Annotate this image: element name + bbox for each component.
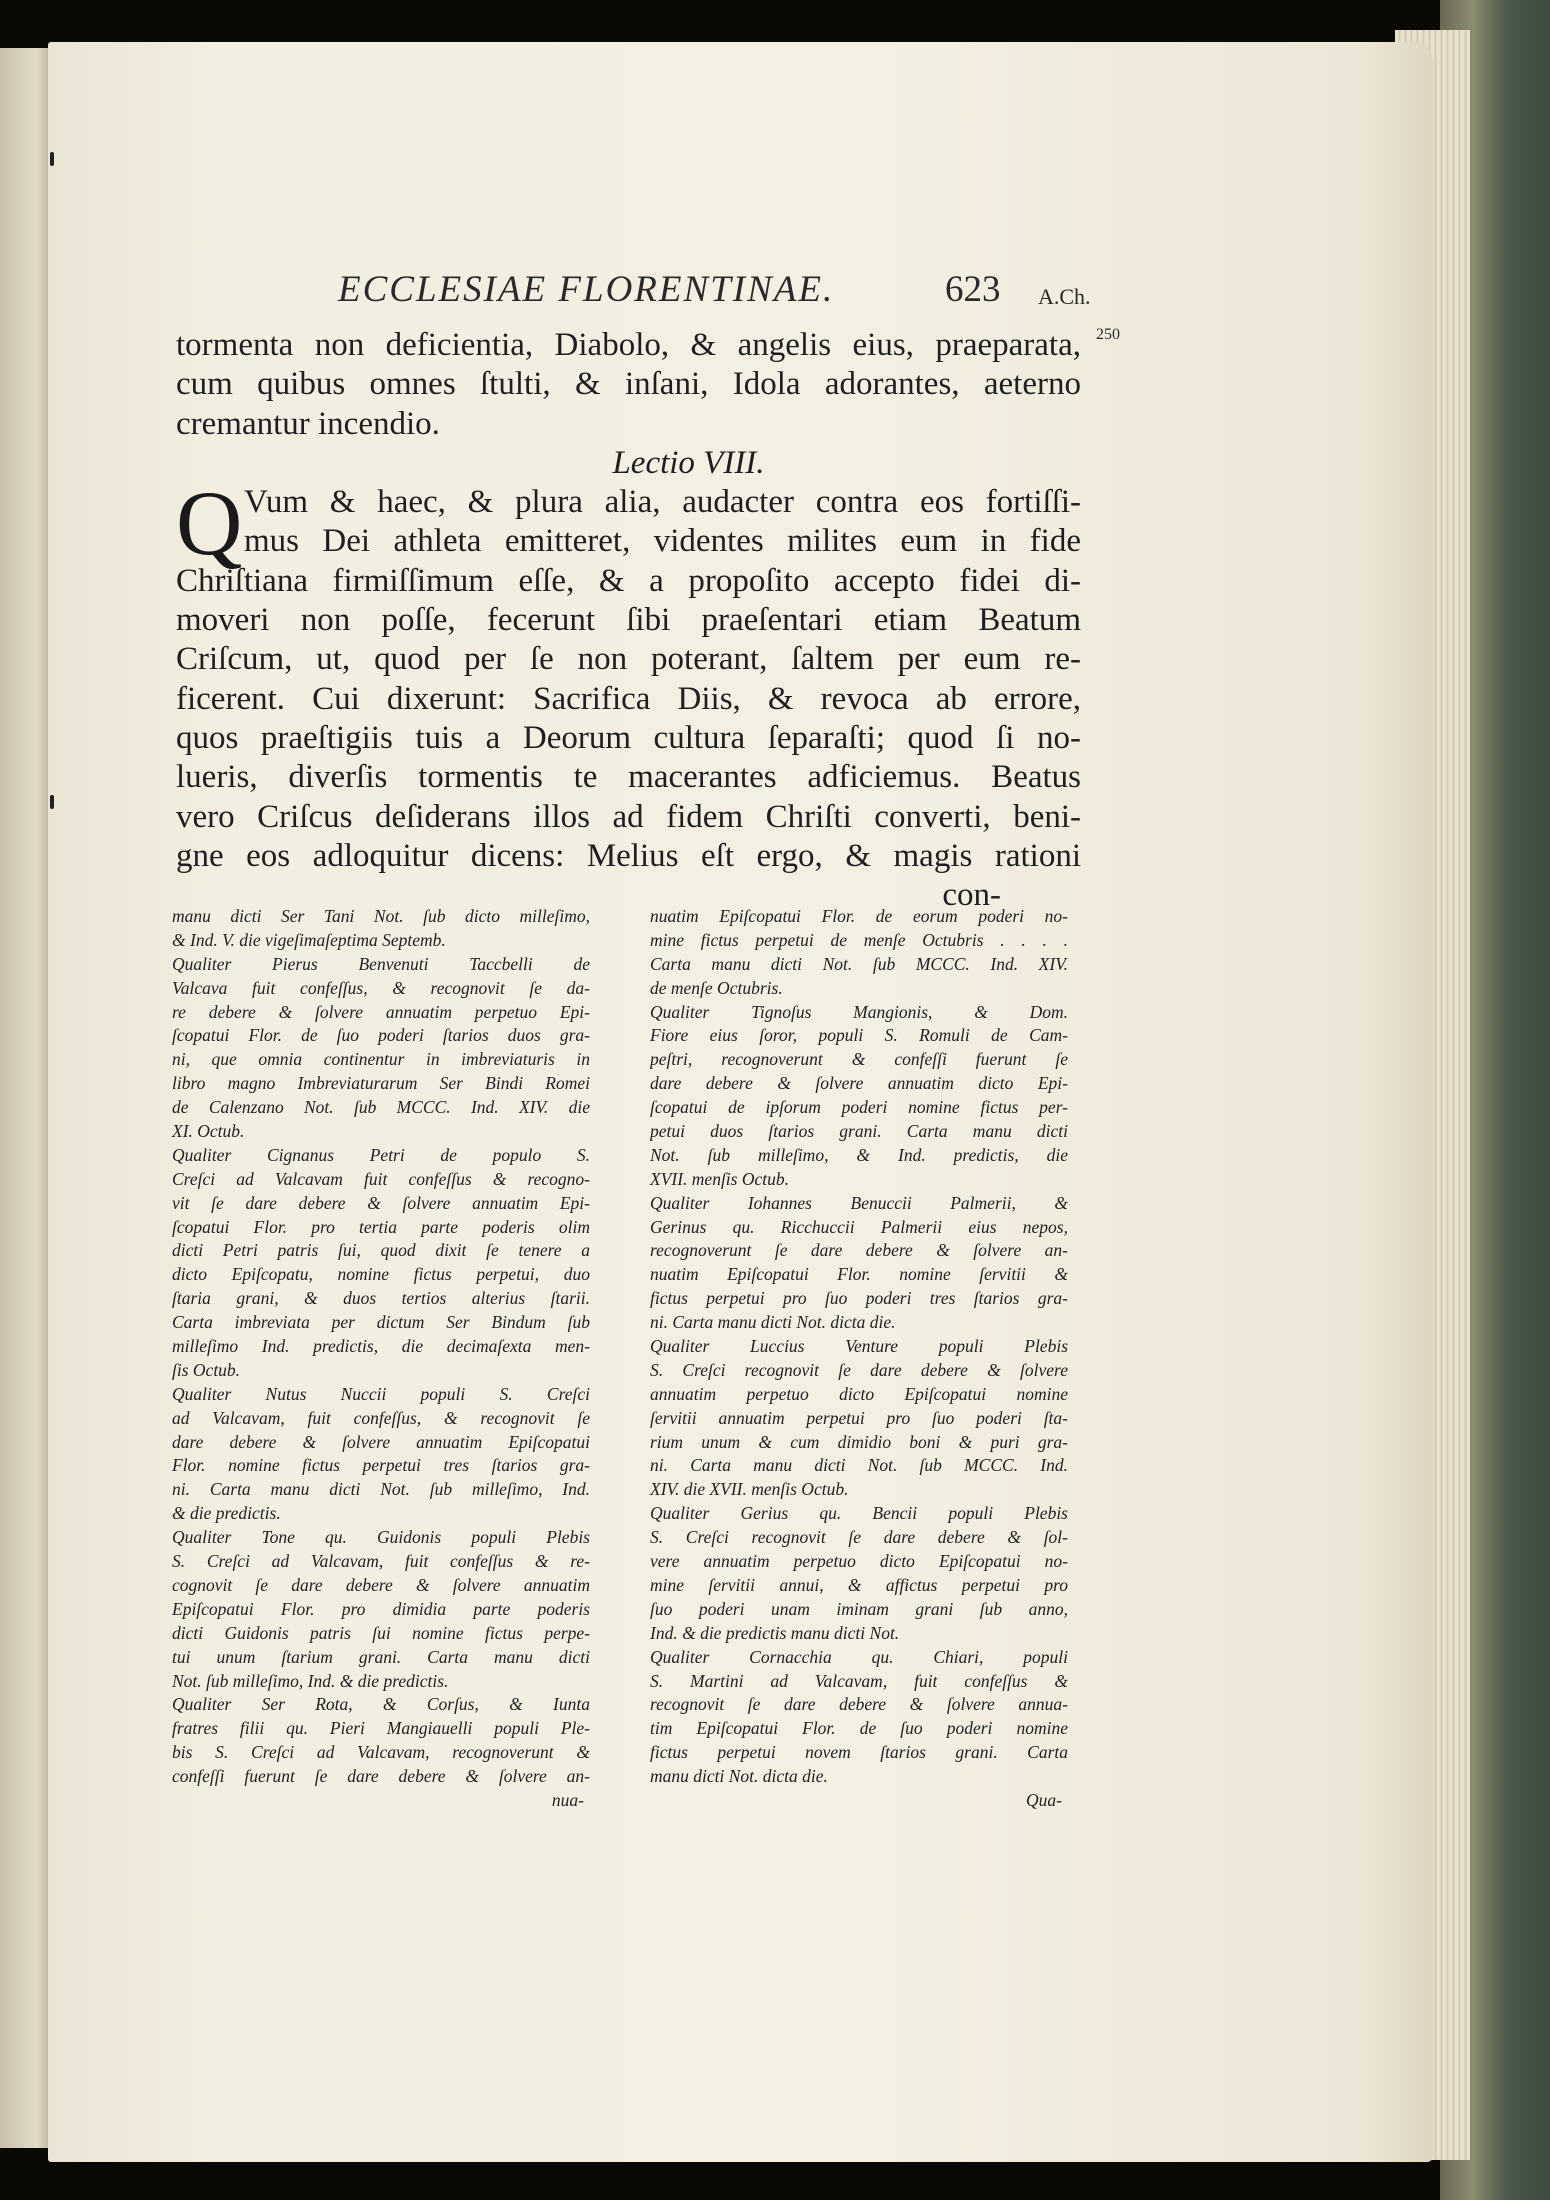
note-line: ſcopatui de ipſorum poderi nomine fictus per- xyxy=(650,1097,1068,1118)
note-line: Carta imbreviata per dictum Ser Bindum ſub xyxy=(172,1312,590,1333)
note-line: Qualiter Gerius qu. Bencii populi Plebis xyxy=(650,1503,1068,1524)
note-line: fratres filii qu. Pieri Mangiauelli populi Ple- xyxy=(172,1718,590,1739)
main-text-line: moveri non poſſe, fecerunt ſibi praeſentari etiam Beatum xyxy=(176,602,1081,639)
main-text xyxy=(176,326,1081,915)
main-text-line: tormenta non deficientia, Diabolo, & angelis eius, praeparata, xyxy=(176,327,1081,363)
note-line: Qualiter Tignoſus Mangionis, & Dom. xyxy=(650,1001,1068,1022)
note-line: Gerinus qu. Ricchuccii Palmerii eius nepos, xyxy=(650,1216,1068,1237)
note-line: milleſimo Ind. predictis, die decimaſexta men- xyxy=(172,1336,590,1357)
note-line: Qualiter Pierus Benvenuti Taccbelli de xyxy=(172,953,590,974)
note-line: dicto Epiſcopatu, nomine fictus perpetui, duo xyxy=(172,1264,590,1285)
drop-cap-initial: Q xyxy=(176,472,243,575)
note-line: nuatim Epiſcopatui Flor. de eorum poderi no- xyxy=(650,906,1068,926)
note-line: manu dicti Ser Tani Not. ſub dicto milleſimo, xyxy=(172,906,590,926)
main-text-line: quos praeſtigiis tuis a Deorum cultura ſeparaſti; quod ſi no- xyxy=(176,719,1081,756)
note-line: cognovit ſe dare debere & ſolvere annuatim xyxy=(172,1574,590,1595)
main-text-line: Chriſtiana firmiſſimum eſſe, & a propoſito accepto fidei di- xyxy=(176,562,1081,599)
notes-column-right xyxy=(650,905,1068,1813)
note-line: manu dicti Not. dicta die. xyxy=(650,1766,828,1787)
note-line: tui unum ſtarium grani. Carta manu dicti xyxy=(172,1646,590,1667)
lectio-heading: Lectio VIII. xyxy=(612,444,765,481)
note-line: ſtaria grani, & duos tertios alterius ſtarii. xyxy=(172,1288,590,1309)
note-line: fictus perpetui novem ſtarios grani. Carta xyxy=(650,1742,1068,1763)
note-line: recognovit ſe dare debere & ſolvere annua- xyxy=(650,1694,1068,1715)
note-line: bis S. Creſci ad Valcavam, recognoverunt & xyxy=(172,1742,590,1763)
note-line: mine ſervitii annui, & affictus perpetui pro xyxy=(650,1574,1068,1595)
note-line: confeſſi fuerunt ſe dare debere & ſolvere an- xyxy=(172,1766,590,1787)
note-line: Qualiter Cornacchia qu. Chiari, populi xyxy=(650,1646,1068,1667)
main-text-line: Vum & haec, & plura alia, audacter contra eos fortiſſi- xyxy=(244,484,1081,521)
note-line: Qualiter Ser Rota, & Corſus, & Iunta xyxy=(172,1694,590,1715)
note-line: petui duos ſtarios grani. Carta manu dicti xyxy=(650,1121,1068,1142)
note-line: fictus perpetui pro ſuo poderi tres ſtarios gra- xyxy=(650,1288,1068,1309)
main-text-line: lueris, diverſis tormentis te macerantes adficiemus. Beatus xyxy=(176,759,1081,796)
note-line: ſcopatui Flor. pro tertia parte poderis olim xyxy=(172,1216,590,1237)
note-line: ni. Carta manu dicti Not. dicta die. xyxy=(650,1312,896,1333)
note-line: ad Valcavam, fuit confeſſus, & recognovit ſe xyxy=(172,1407,590,1428)
main-text-line: mus Dei athleta emitteret, videntes milites eum in fide xyxy=(244,523,1081,560)
note-line: Not. ſub milleſimo, & Ind. predictis, die xyxy=(650,1144,1068,1165)
note-line: vit ſe dare debere & ſolvere annuatim Epi- xyxy=(172,1192,590,1213)
note-line: S. Creſci recognovit ſe dare debere & ſolvere xyxy=(650,1359,1068,1380)
margin-year: 250 xyxy=(1096,326,1120,343)
note-line: & die predictis. xyxy=(172,1503,281,1524)
main-text-line: Criſcum, ut, quod per ſe non poterant, ſaltem per eum re- xyxy=(176,641,1081,678)
note-line: S. Creſci recognovit ſe dare debere & ſol- xyxy=(650,1527,1068,1548)
note-line: peſtri, recognoverunt & confeſſi fuerunt ſe xyxy=(650,1049,1068,1070)
main-catchword: con- xyxy=(942,877,1001,914)
note-line: Qualiter Iohannes Benuccii Palmerii, & xyxy=(650,1192,1068,1213)
note-line: ni. Carta manu dicti Not. ſub MCCC. Ind. xyxy=(650,1455,1068,1476)
note-line: Ind. & die predictis manu dicti Not. xyxy=(650,1622,900,1643)
note-line: dare debere & ſolvere annuatim Epiſcopatui xyxy=(172,1431,590,1452)
note-line: XIV. die XVII. menſis Octub. xyxy=(650,1479,849,1500)
note-line: Epiſcopatui Flor. pro dimidia parte poderis xyxy=(172,1598,590,1619)
left-page-edge xyxy=(0,48,52,2148)
margin-anno-label: A.Ch. xyxy=(1038,284,1091,309)
note-line: dicti Guidonis patris ſui nomine fictus perpe- xyxy=(172,1622,590,1643)
note-line: Qualiter Nutus Nuccii populi S. Creſci xyxy=(172,1383,590,1404)
main-text-line: cremantur incendio. xyxy=(176,405,440,442)
note-line: mine fictus perpetui de menſe Octubris . . . . xyxy=(650,929,1068,950)
note-line: ſcopatui Flor. de ſuo poderi ſtarios duos gra- xyxy=(172,1025,590,1046)
note-line: de Calenzano Not. ſub MCCC. Ind. XIV. die xyxy=(172,1097,590,1118)
note-line: vere annuatim perpetuo dicto Epiſcopatui no- xyxy=(650,1551,1068,1572)
main-text-line: ficerent. Cui dixerunt: Sacrifica Diis, & revoca ab errore, xyxy=(176,680,1081,717)
running-head-title: ECCLESIAE FLORENTINAE. xyxy=(338,269,835,310)
note-line: & Ind. V. die vigeſimaſeptima Septemb. xyxy=(172,929,446,950)
note-line: Not. ſub milleſimo, Ind. & die predictis. xyxy=(172,1670,449,1691)
note-line: S. Creſci ad Valcavam, fuit confeſſus & re- xyxy=(172,1551,590,1572)
note-line: ni. Carta manu dicti Not. ſub milleſimo, Ind. xyxy=(172,1479,590,1500)
main-text-line: gne eos adloquitur dicens: Melius eſt ergo, & magis rationi xyxy=(176,837,1081,874)
note-line: Flor. nomine fictus perpetui tres ſtarios gra- xyxy=(172,1455,590,1476)
note-line: Qualiter Cignanus Petri de populo S. xyxy=(172,1144,590,1165)
note-line: Creſci ad Valcavam fuit confeſſus & recogno- xyxy=(172,1168,590,1189)
note-line: Valcava fuit confeſſus, & recognovit ſe da- xyxy=(172,977,590,998)
note-line: libro magno Imbreviaturarum Ser Bindi Romei xyxy=(172,1073,590,1094)
note-line: Qualiter Luccius Venture populi Plebis xyxy=(650,1336,1068,1357)
note-line: Fiore eius ſoror, populi S. Romuli de Cam- xyxy=(650,1025,1068,1046)
page-number: 623 xyxy=(945,269,1001,310)
note-line: annuatim perpetuo dicto Epiſcopatui nomine xyxy=(650,1383,1068,1404)
note-line: rium unum & cum dimidio boni & puri gra- xyxy=(650,1431,1068,1452)
note-line: nuatim Epiſcopatui Flor. nomine ſervitii & xyxy=(650,1264,1068,1285)
note-catchword: Qua- xyxy=(1026,1789,1062,1810)
note-line: ni, que omnia continentur in imbreviaturis in xyxy=(172,1049,590,1070)
main-text-line: vero Criſcus deſiderans illos ad fidem Chriſti converti, beni- xyxy=(176,798,1081,835)
note-line: S. Martini ad Valcavam, fuit confeſſus & xyxy=(650,1670,1068,1691)
binding-mark xyxy=(50,795,54,809)
note-line: dicti Petri patris ſui, quod dixit ſe tenere a xyxy=(172,1240,590,1261)
drop-cap-paragraph-start xyxy=(176,472,1081,575)
main-text-line: cum quibus omnes ſtulti, & inſani, Idola adorantes, aeterno xyxy=(176,366,1081,403)
note-line: XI. Octub. xyxy=(172,1121,245,1142)
note-line: Qualiter Tone qu. Guidonis populi Plebis xyxy=(172,1527,590,1548)
notes-column-left xyxy=(172,905,590,1813)
note-line: de menſe Octubris. xyxy=(650,977,783,998)
note-line: ſuo poderi unam iminam grani ſub anno, xyxy=(650,1598,1068,1619)
note-line: dare debere & ſolvere annuatim dicto Epi- xyxy=(650,1073,1068,1094)
note-line: recognoverunt ſe dare debere & ſolvere an- xyxy=(650,1240,1068,1261)
note-line: tim Epiſcopatui Flor. de ſuo poderi nomine xyxy=(650,1718,1068,1739)
binding-mark xyxy=(50,152,54,166)
note-line: ſervitii annuatim perpetui pro ſuo poderi ſta- xyxy=(650,1407,1068,1428)
note-line: Carta manu dicti Not. ſub MCCC. Ind. XIV. xyxy=(650,953,1068,974)
note-line: ſis Octub. xyxy=(172,1359,241,1380)
note-line: re debere & ſolvere annuatim perpetuo Epi- xyxy=(172,1001,590,1022)
note-catchword: nua- xyxy=(551,1789,584,1810)
note-line: XVII. menſis Octub. xyxy=(650,1168,789,1189)
